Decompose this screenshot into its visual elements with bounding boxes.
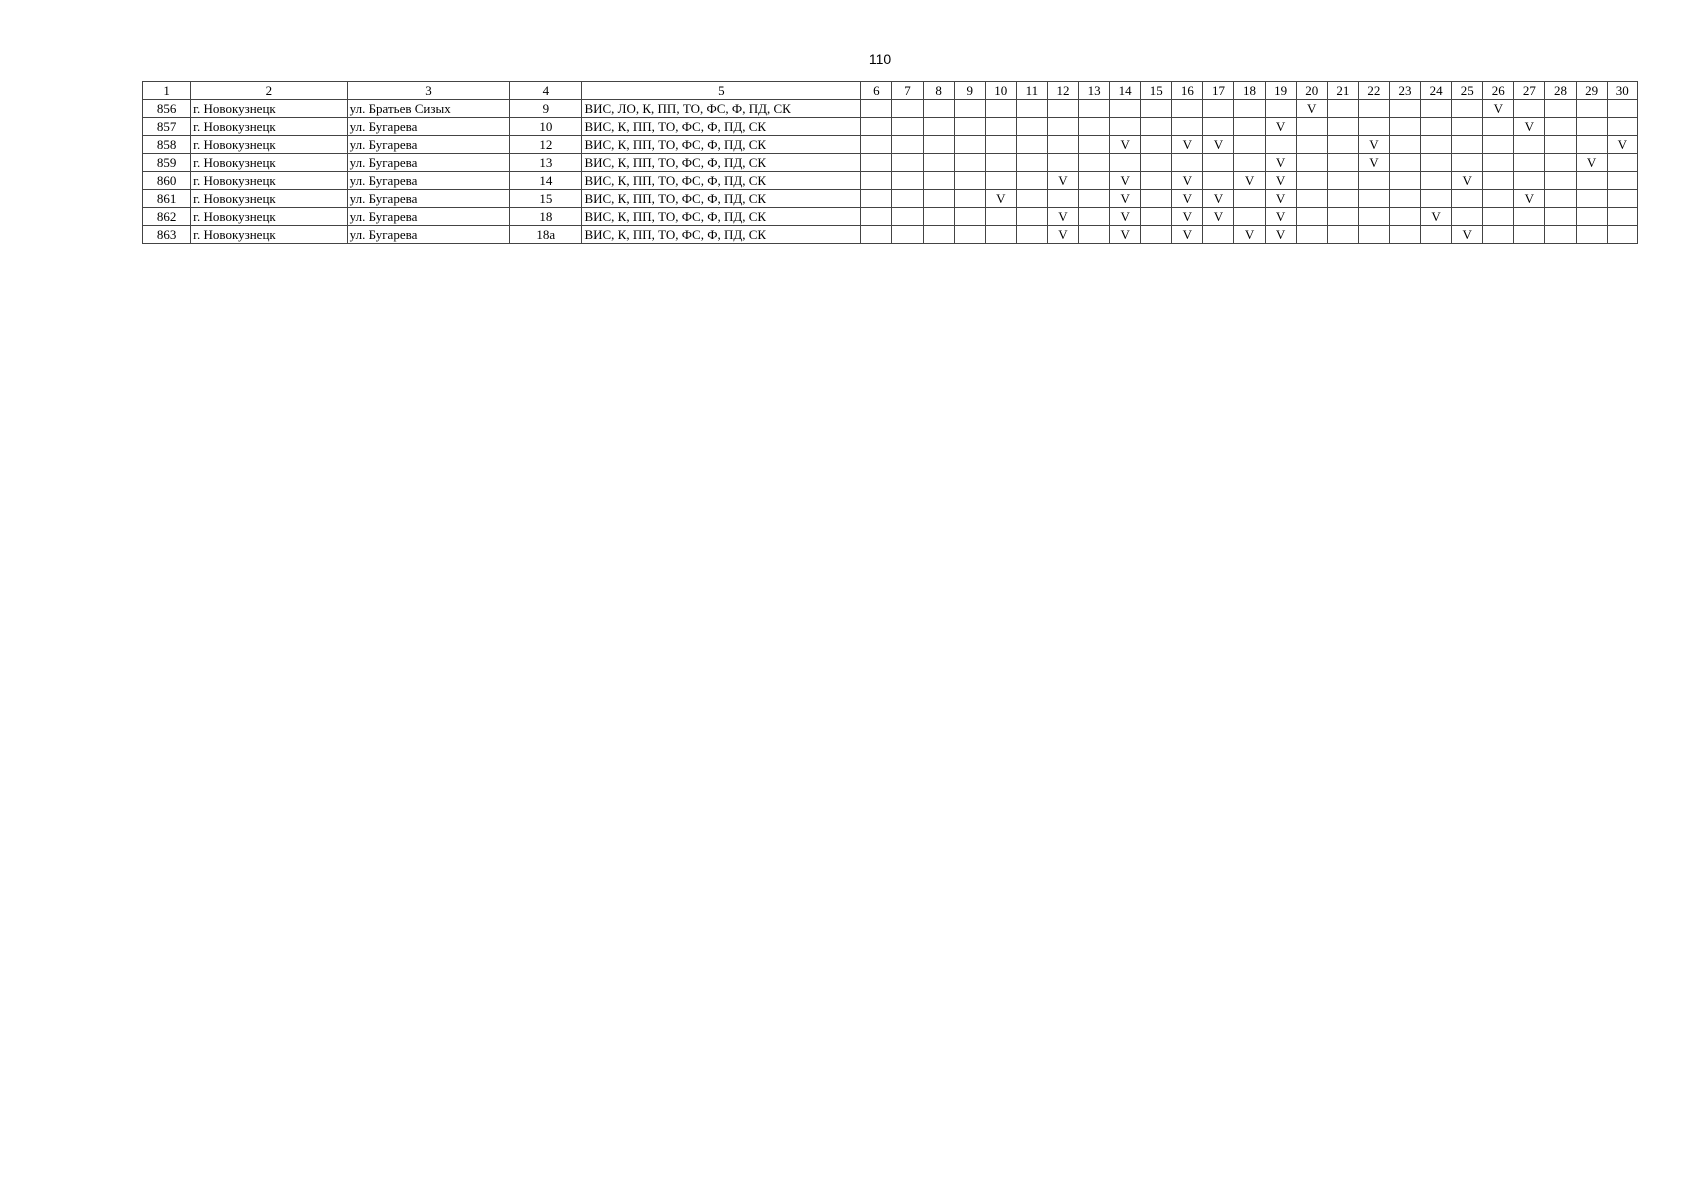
column-header: 2 [191, 82, 348, 100]
mark-cell [1203, 172, 1234, 190]
mark-cell [923, 208, 954, 226]
house-number-cell: 18а [510, 226, 582, 244]
mark-cell [1576, 100, 1607, 118]
column-header: 30 [1607, 82, 1637, 100]
mark-cell [923, 154, 954, 172]
mark-cell [1047, 154, 1078, 172]
mark-cell [923, 172, 954, 190]
mark-cell [1141, 100, 1172, 118]
table-row [143, 172, 1638, 190]
mark-cell [892, 208, 923, 226]
mark-cell [1141, 136, 1172, 154]
mark-cell [1607, 100, 1637, 118]
mark-cell [1016, 190, 1047, 208]
works-list-cell: ВИС, К, ПП, ТО, ФС, Ф, ПД, СК [582, 226, 861, 244]
mark-cell [861, 190, 892, 208]
mark-cell [892, 118, 923, 136]
mark-cell [1358, 226, 1389, 244]
street-cell: ул. Бугарева [347, 118, 510, 136]
column-header: 14 [1110, 82, 1141, 100]
column-header: 1 [143, 82, 191, 100]
mark-cell [923, 226, 954, 244]
check-mark: V [1172, 226, 1203, 244]
check-mark: V [1514, 190, 1545, 208]
mark-cell [1234, 208, 1265, 226]
mark-cell [1607, 172, 1637, 190]
city-cell: г. Новокузнецк [191, 100, 348, 118]
city-cell: г. Новокузнецк [191, 208, 348, 226]
mark-cell [1265, 100, 1296, 118]
mark-cell [1389, 190, 1420, 208]
check-mark: V [1203, 208, 1234, 226]
mark-cell [1421, 136, 1452, 154]
mark-cell [985, 208, 1016, 226]
mark-cell [1327, 190, 1358, 208]
mark-cell [1172, 118, 1203, 136]
mark-cell [1545, 172, 1576, 190]
column-header: 21 [1327, 82, 1358, 100]
mark-cell [1327, 172, 1358, 190]
works-list-cell: ВИС, К, ПП, ТО, ФС, Ф, ПД, СК [582, 136, 861, 154]
mark-cell [1607, 154, 1637, 172]
check-mark: V [1607, 136, 1637, 154]
mark-cell [1327, 118, 1358, 136]
mark-cell [1514, 100, 1545, 118]
mark-cell [1079, 154, 1110, 172]
check-mark: V [1234, 172, 1265, 190]
row-number: 857 [143, 118, 191, 136]
mark-cell [1389, 136, 1420, 154]
mark-cell [1389, 226, 1420, 244]
mark-cell [923, 100, 954, 118]
mark-cell [1514, 154, 1545, 172]
mark-cell [1483, 154, 1514, 172]
column-header: 22 [1358, 82, 1389, 100]
mark-cell [985, 118, 1016, 136]
mark-cell [1483, 226, 1514, 244]
house-number-cell: 13 [510, 154, 582, 172]
mark-cell [861, 208, 892, 226]
mark-cell [1576, 172, 1607, 190]
mark-cell [1327, 136, 1358, 154]
column-header: 7 [892, 82, 923, 100]
check-mark: V [1047, 172, 1078, 190]
table-row [143, 118, 1638, 136]
mark-cell [1016, 226, 1047, 244]
mark-cell [1141, 190, 1172, 208]
check-mark: V [1110, 190, 1141, 208]
mark-cell [1421, 226, 1452, 244]
check-mark: V [1110, 226, 1141, 244]
mark-cell [1483, 208, 1514, 226]
check-mark: V [1110, 136, 1141, 154]
mark-cell [1016, 154, 1047, 172]
mark-cell [1079, 100, 1110, 118]
check-mark: V [1047, 208, 1078, 226]
mark-cell [1358, 208, 1389, 226]
mark-cell [1452, 154, 1483, 172]
mark-cell [1141, 208, 1172, 226]
check-mark: V [1265, 208, 1296, 226]
city-cell: г. Новокузнецк [191, 172, 348, 190]
mark-cell [1079, 136, 1110, 154]
mark-cell [1576, 190, 1607, 208]
page-number: 110 [868, 51, 892, 67]
mark-cell [1576, 136, 1607, 154]
mark-cell [892, 100, 923, 118]
works-list-cell: ВИС, К, ПП, ТО, ФС, Ф, ПД, СК [582, 208, 861, 226]
check-mark: V [1452, 226, 1483, 244]
house-number-cell: 15 [510, 190, 582, 208]
mark-cell [1483, 190, 1514, 208]
column-header: 29 [1576, 82, 1607, 100]
mark-cell [1172, 100, 1203, 118]
mark-cell [1327, 154, 1358, 172]
mark-cell [1514, 208, 1545, 226]
check-mark: V [1265, 226, 1296, 244]
column-header: 13 [1079, 82, 1110, 100]
mark-cell [1141, 118, 1172, 136]
mark-cell [1545, 100, 1576, 118]
row-number: 863 [143, 226, 191, 244]
mark-cell [1389, 208, 1420, 226]
mark-cell [1607, 208, 1637, 226]
column-header: 24 [1421, 82, 1452, 100]
check-mark: V [1234, 226, 1265, 244]
mark-cell [954, 118, 985, 136]
mark-cell [892, 172, 923, 190]
mark-cell [1483, 172, 1514, 190]
column-header: 12 [1047, 82, 1078, 100]
mark-cell [1545, 136, 1576, 154]
street-cell: ул. Бугарева [347, 136, 510, 154]
check-mark: V [1421, 208, 1452, 226]
mark-cell [1483, 136, 1514, 154]
house-number-cell: 10 [510, 118, 582, 136]
column-header: 18 [1234, 82, 1265, 100]
mark-cell [1172, 154, 1203, 172]
column-header: 10 [985, 82, 1016, 100]
mark-cell [1327, 100, 1358, 118]
row-number: 860 [143, 172, 191, 190]
mark-cell [1141, 172, 1172, 190]
check-mark: V [1483, 100, 1514, 118]
check-mark: V [1172, 190, 1203, 208]
column-header: 23 [1389, 82, 1420, 100]
mark-cell [1576, 226, 1607, 244]
check-mark: V [1172, 208, 1203, 226]
house-number-cell: 9 [510, 100, 582, 118]
column-header: 3 [347, 82, 510, 100]
mark-cell [1110, 154, 1141, 172]
mark-cell [861, 118, 892, 136]
mark-cell [1358, 190, 1389, 208]
mark-cell [1545, 226, 1576, 244]
check-mark: V [1265, 190, 1296, 208]
mark-cell [1203, 154, 1234, 172]
mark-cell [1452, 208, 1483, 226]
mark-cell [923, 190, 954, 208]
city-cell: г. Новокузнецк [191, 136, 348, 154]
works-list-cell: ВИС, К, ПП, ТО, ФС, Ф, ПД, СК [582, 172, 861, 190]
mark-cell [1234, 154, 1265, 172]
column-header: 28 [1545, 82, 1576, 100]
mark-cell [985, 100, 1016, 118]
house-number-cell: 18 [510, 208, 582, 226]
mark-cell [1016, 172, 1047, 190]
mark-cell [861, 100, 892, 118]
mark-cell [1110, 100, 1141, 118]
mark-cell [1452, 136, 1483, 154]
mark-cell [954, 172, 985, 190]
table-row [143, 226, 1638, 244]
column-header: 25 [1452, 82, 1483, 100]
mark-cell [1296, 208, 1327, 226]
mark-cell [1296, 172, 1327, 190]
mark-cell [985, 154, 1016, 172]
mark-cell [1452, 100, 1483, 118]
works-list-cell: ВИС, К, ПП, ТО, ФС, Ф, ПД, СК [582, 154, 861, 172]
works-list-cell: ВИС, ЛО, К, ПП, ТО, ФС, Ф, ПД, СК [582, 100, 861, 118]
mark-cell [954, 136, 985, 154]
header-row [143, 82, 1638, 100]
mark-cell [892, 136, 923, 154]
mark-cell [1234, 100, 1265, 118]
mark-cell [1452, 190, 1483, 208]
table-body [143, 100, 1638, 244]
column-header: 15 [1141, 82, 1172, 100]
register-table [142, 81, 1638, 244]
mark-cell [861, 226, 892, 244]
mark-cell [1016, 100, 1047, 118]
check-mark: V [1514, 118, 1545, 136]
mark-cell [1358, 100, 1389, 118]
check-mark: V [1358, 136, 1389, 154]
row-number: 862 [143, 208, 191, 226]
mark-cell [1234, 118, 1265, 136]
house-number-cell: 12 [510, 136, 582, 154]
check-mark: V [1452, 172, 1483, 190]
mark-cell [1079, 190, 1110, 208]
house-number-cell: 14 [510, 172, 582, 190]
mark-cell [954, 100, 985, 118]
table-row [143, 190, 1638, 208]
mark-cell [1234, 136, 1265, 154]
mark-cell [1203, 118, 1234, 136]
mark-cell [892, 226, 923, 244]
column-header: 8 [923, 82, 954, 100]
column-header: 6 [861, 82, 892, 100]
mark-cell [1607, 118, 1637, 136]
mark-cell [1327, 208, 1358, 226]
check-mark: V [1265, 172, 1296, 190]
mark-cell [1389, 100, 1420, 118]
table-row [143, 154, 1638, 172]
mark-cell [1016, 208, 1047, 226]
check-mark: V [1203, 190, 1234, 208]
city-cell: г. Новокузнецк [191, 154, 348, 172]
row-number: 859 [143, 154, 191, 172]
mark-cell [1576, 118, 1607, 136]
check-mark: V [1047, 226, 1078, 244]
mark-cell [1389, 154, 1420, 172]
mark-cell [1514, 226, 1545, 244]
mark-cell [1141, 154, 1172, 172]
mark-cell [985, 226, 1016, 244]
mark-cell [1576, 208, 1607, 226]
street-cell: ул. Бугарева [347, 208, 510, 226]
mark-cell [1327, 226, 1358, 244]
city-cell: г. Новокузнецк [191, 226, 348, 244]
check-mark: V [1265, 154, 1296, 172]
table-row [143, 208, 1638, 226]
mark-cell [1545, 154, 1576, 172]
works-list-cell: ВИС, К, ПП, ТО, ФС, Ф, ПД, СК [582, 118, 861, 136]
column-header: 27 [1514, 82, 1545, 100]
mark-cell [861, 154, 892, 172]
mark-cell [954, 190, 985, 208]
check-mark: V [1576, 154, 1607, 172]
mark-cell [1079, 172, 1110, 190]
check-mark: V [1110, 172, 1141, 190]
table-row [143, 100, 1638, 118]
check-mark: V [1172, 136, 1203, 154]
row-number: 861 [143, 190, 191, 208]
mark-cell [985, 136, 1016, 154]
check-mark: V [985, 190, 1016, 208]
mark-cell [1234, 190, 1265, 208]
row-number: 856 [143, 100, 191, 118]
mark-cell [1421, 100, 1452, 118]
check-mark: V [1265, 118, 1296, 136]
mark-cell [954, 154, 985, 172]
mark-cell [1483, 118, 1514, 136]
mark-cell [1514, 172, 1545, 190]
mark-cell [1079, 118, 1110, 136]
mark-cell [1545, 118, 1576, 136]
mark-cell [1545, 190, 1576, 208]
check-mark: V [1358, 154, 1389, 172]
street-cell: ул. Бугарева [347, 154, 510, 172]
mark-cell [1141, 226, 1172, 244]
mark-cell [1296, 136, 1327, 154]
city-cell: г. Новокузнецк [191, 190, 348, 208]
mark-cell [1452, 118, 1483, 136]
mark-cell [954, 208, 985, 226]
mark-cell [892, 190, 923, 208]
mark-cell [1203, 100, 1234, 118]
mark-cell [1296, 226, 1327, 244]
mark-cell [1607, 226, 1637, 244]
mark-cell [1545, 208, 1576, 226]
column-header: 26 [1483, 82, 1514, 100]
works-list-cell: ВИС, К, ПП, ТО, ФС, Ф, ПД, СК [582, 190, 861, 208]
table-row [143, 136, 1638, 154]
mark-cell [1296, 190, 1327, 208]
mark-cell [1296, 154, 1327, 172]
check-mark: V [1203, 136, 1234, 154]
column-header: 19 [1265, 82, 1296, 100]
mark-cell [1421, 154, 1452, 172]
check-mark: V [1296, 100, 1327, 118]
mark-cell [1047, 100, 1078, 118]
mark-cell [1389, 118, 1420, 136]
street-cell: ул. Бугарева [347, 172, 510, 190]
mark-cell [861, 172, 892, 190]
mark-cell [923, 118, 954, 136]
column-header: 5 [582, 82, 861, 100]
mark-cell [1389, 172, 1420, 190]
mark-cell [1079, 208, 1110, 226]
street-cell: ул. Бугарева [347, 190, 510, 208]
column-header: 4 [510, 82, 582, 100]
check-mark: V [1172, 172, 1203, 190]
mark-cell [985, 172, 1016, 190]
mark-cell [1296, 118, 1327, 136]
mark-cell [1047, 190, 1078, 208]
mark-cell [1607, 190, 1637, 208]
mark-cell [1421, 172, 1452, 190]
row-number: 858 [143, 136, 191, 154]
mark-cell [1421, 190, 1452, 208]
check-mark: V [1110, 208, 1141, 226]
mark-cell [954, 226, 985, 244]
mark-cell [1110, 118, 1141, 136]
mark-cell [1079, 226, 1110, 244]
mark-cell [861, 136, 892, 154]
mark-cell [892, 154, 923, 172]
mark-cell [1265, 136, 1296, 154]
mark-cell [1358, 172, 1389, 190]
mark-cell [1047, 136, 1078, 154]
mark-cell [1358, 118, 1389, 136]
mark-cell [1421, 118, 1452, 136]
mark-cell [923, 136, 954, 154]
street-cell: ул. Бугарева [347, 226, 510, 244]
mark-cell [1016, 136, 1047, 154]
mark-cell [1203, 226, 1234, 244]
city-cell: г. Новокузнецк [191, 118, 348, 136]
column-header: 20 [1296, 82, 1327, 100]
mark-cell [1016, 118, 1047, 136]
mark-cell [1514, 136, 1545, 154]
street-cell: ул. Братьев Сизых [347, 100, 510, 118]
column-header: 16 [1172, 82, 1203, 100]
column-header: 11 [1016, 82, 1047, 100]
column-header: 9 [954, 82, 985, 100]
mark-cell [1047, 118, 1078, 136]
column-header: 17 [1203, 82, 1234, 100]
